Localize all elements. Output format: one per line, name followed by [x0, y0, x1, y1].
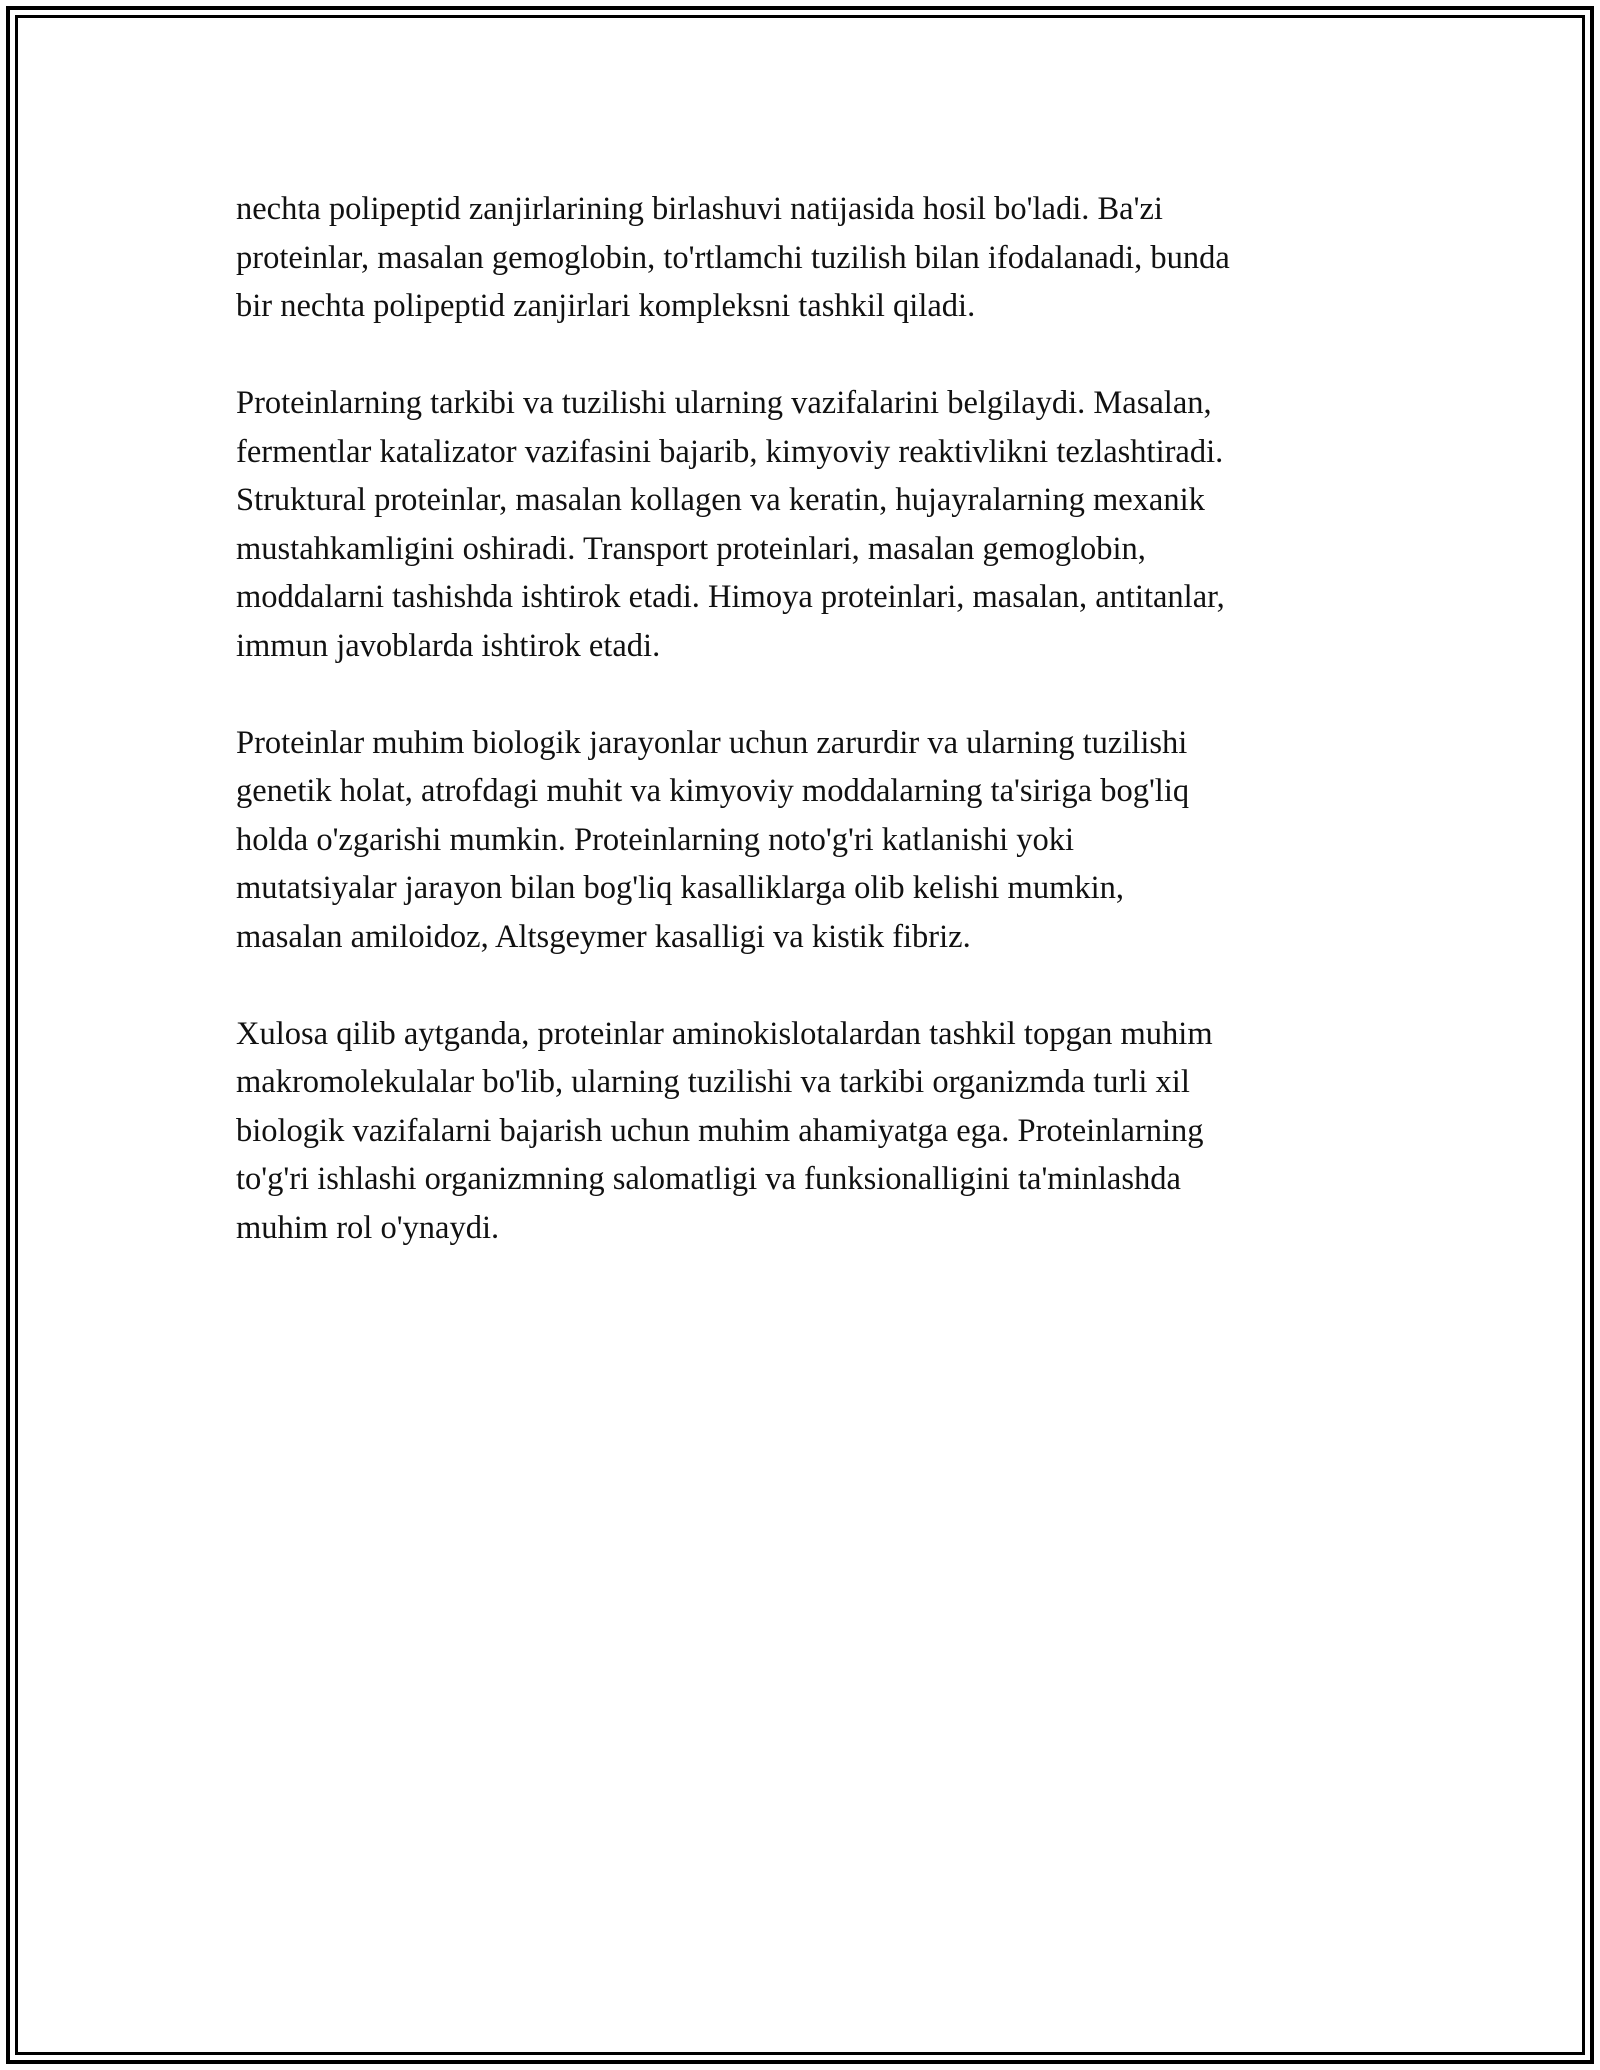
- paragraph-line: masalan amiloidoz, Altsgeymer kasalligi va kistik fibriz.: [236, 918, 971, 955]
- paragraph-line: Struktural proteinlar, masalan kollagen va keratin, hujayralarning mexanik: [236, 482, 1205, 518]
- paragraph-1: [236, 185, 1396, 331]
- paragraph-spacer: [236, 961, 1396, 1010]
- paragraph-line: to'g'ri ishlashi organizmning salomatligi va funksionalligini ta'minlashda: [236, 1161, 1181, 1197]
- paragraph-spacer: [236, 331, 1396, 380]
- paragraph-line: fermentlar katalizator vazifasini bajarib, kimyoviy reaktivlikni tezlashtiradi.: [236, 433, 1224, 470]
- paragraph-line: Xulosa qilib aytganda, proteinlar aminokislotalardan tashkil topgan muhim: [236, 1015, 1213, 1052]
- paragraph-2: [236, 379, 1396, 670]
- paragraph-line: nechta polipeptid zanjirlarining birlashuvi natijasida hosil bo'ladi. Ba'zi: [236, 191, 1163, 227]
- paragraph-spacer: [236, 670, 1396, 719]
- paragraph-line: proteinlar, masalan gemoglobin, to'rtlamchi tuzilish bilan ifodalanadi, bunda: [236, 239, 1230, 276]
- paragraph-line: holda o'zgarishi mumkin. Proteinlarning noto'g'ri katlanishi yoki: [236, 821, 1075, 858]
- paragraph-line: Proteinlarning tarkibi va tuzilishi ularning vazifalarini belgilaydi. Masalan,: [236, 385, 1212, 421]
- paragraph-line: genetik holat, atrofdagi muhit va kimyoviy moddalarning ta'siriga bog'liq: [236, 773, 1190, 809]
- paragraph-3: [236, 719, 1396, 962]
- paragraph-line: moddalarni tashishda ishtirok etadi. Himoya proteinlari, masalan, antitanlar,: [236, 579, 1225, 615]
- paragraph-line: bir nechta polipeptid zanjirlari kompleksni tashkil qiladi.: [236, 288, 976, 324]
- document-body: [236, 185, 1396, 1252]
- paragraph-line: makromolekulalar bo'lib, ularning tuzilishi va tarkibi organizmda turli xil: [236, 1064, 1190, 1100]
- paragraph-line: muhim rol o'ynaydi.: [236, 1209, 500, 1246]
- paragraph-line: Proteinlar muhim biologik jarayonlar uchun zarurdir va ularning tuzilishi: [236, 724, 1188, 761]
- paragraph-line: immun javoblarda ishtirok etadi.: [236, 627, 661, 664]
- paragraph-line: mutatsiyalar jarayon bilan bog'liq kasalliklarga olib kelishi mumkin,: [236, 870, 1125, 906]
- paragraph-4: [236, 1010, 1396, 1253]
- paragraph-line: biologik vazifalarni bajarish uchun muhim ahamiyatga ega. Proteinlarning: [236, 1112, 1204, 1149]
- paragraph-line: mustahkamligini oshiradi. Transport proteinlari, masalan gemoglobin,: [236, 530, 1146, 567]
